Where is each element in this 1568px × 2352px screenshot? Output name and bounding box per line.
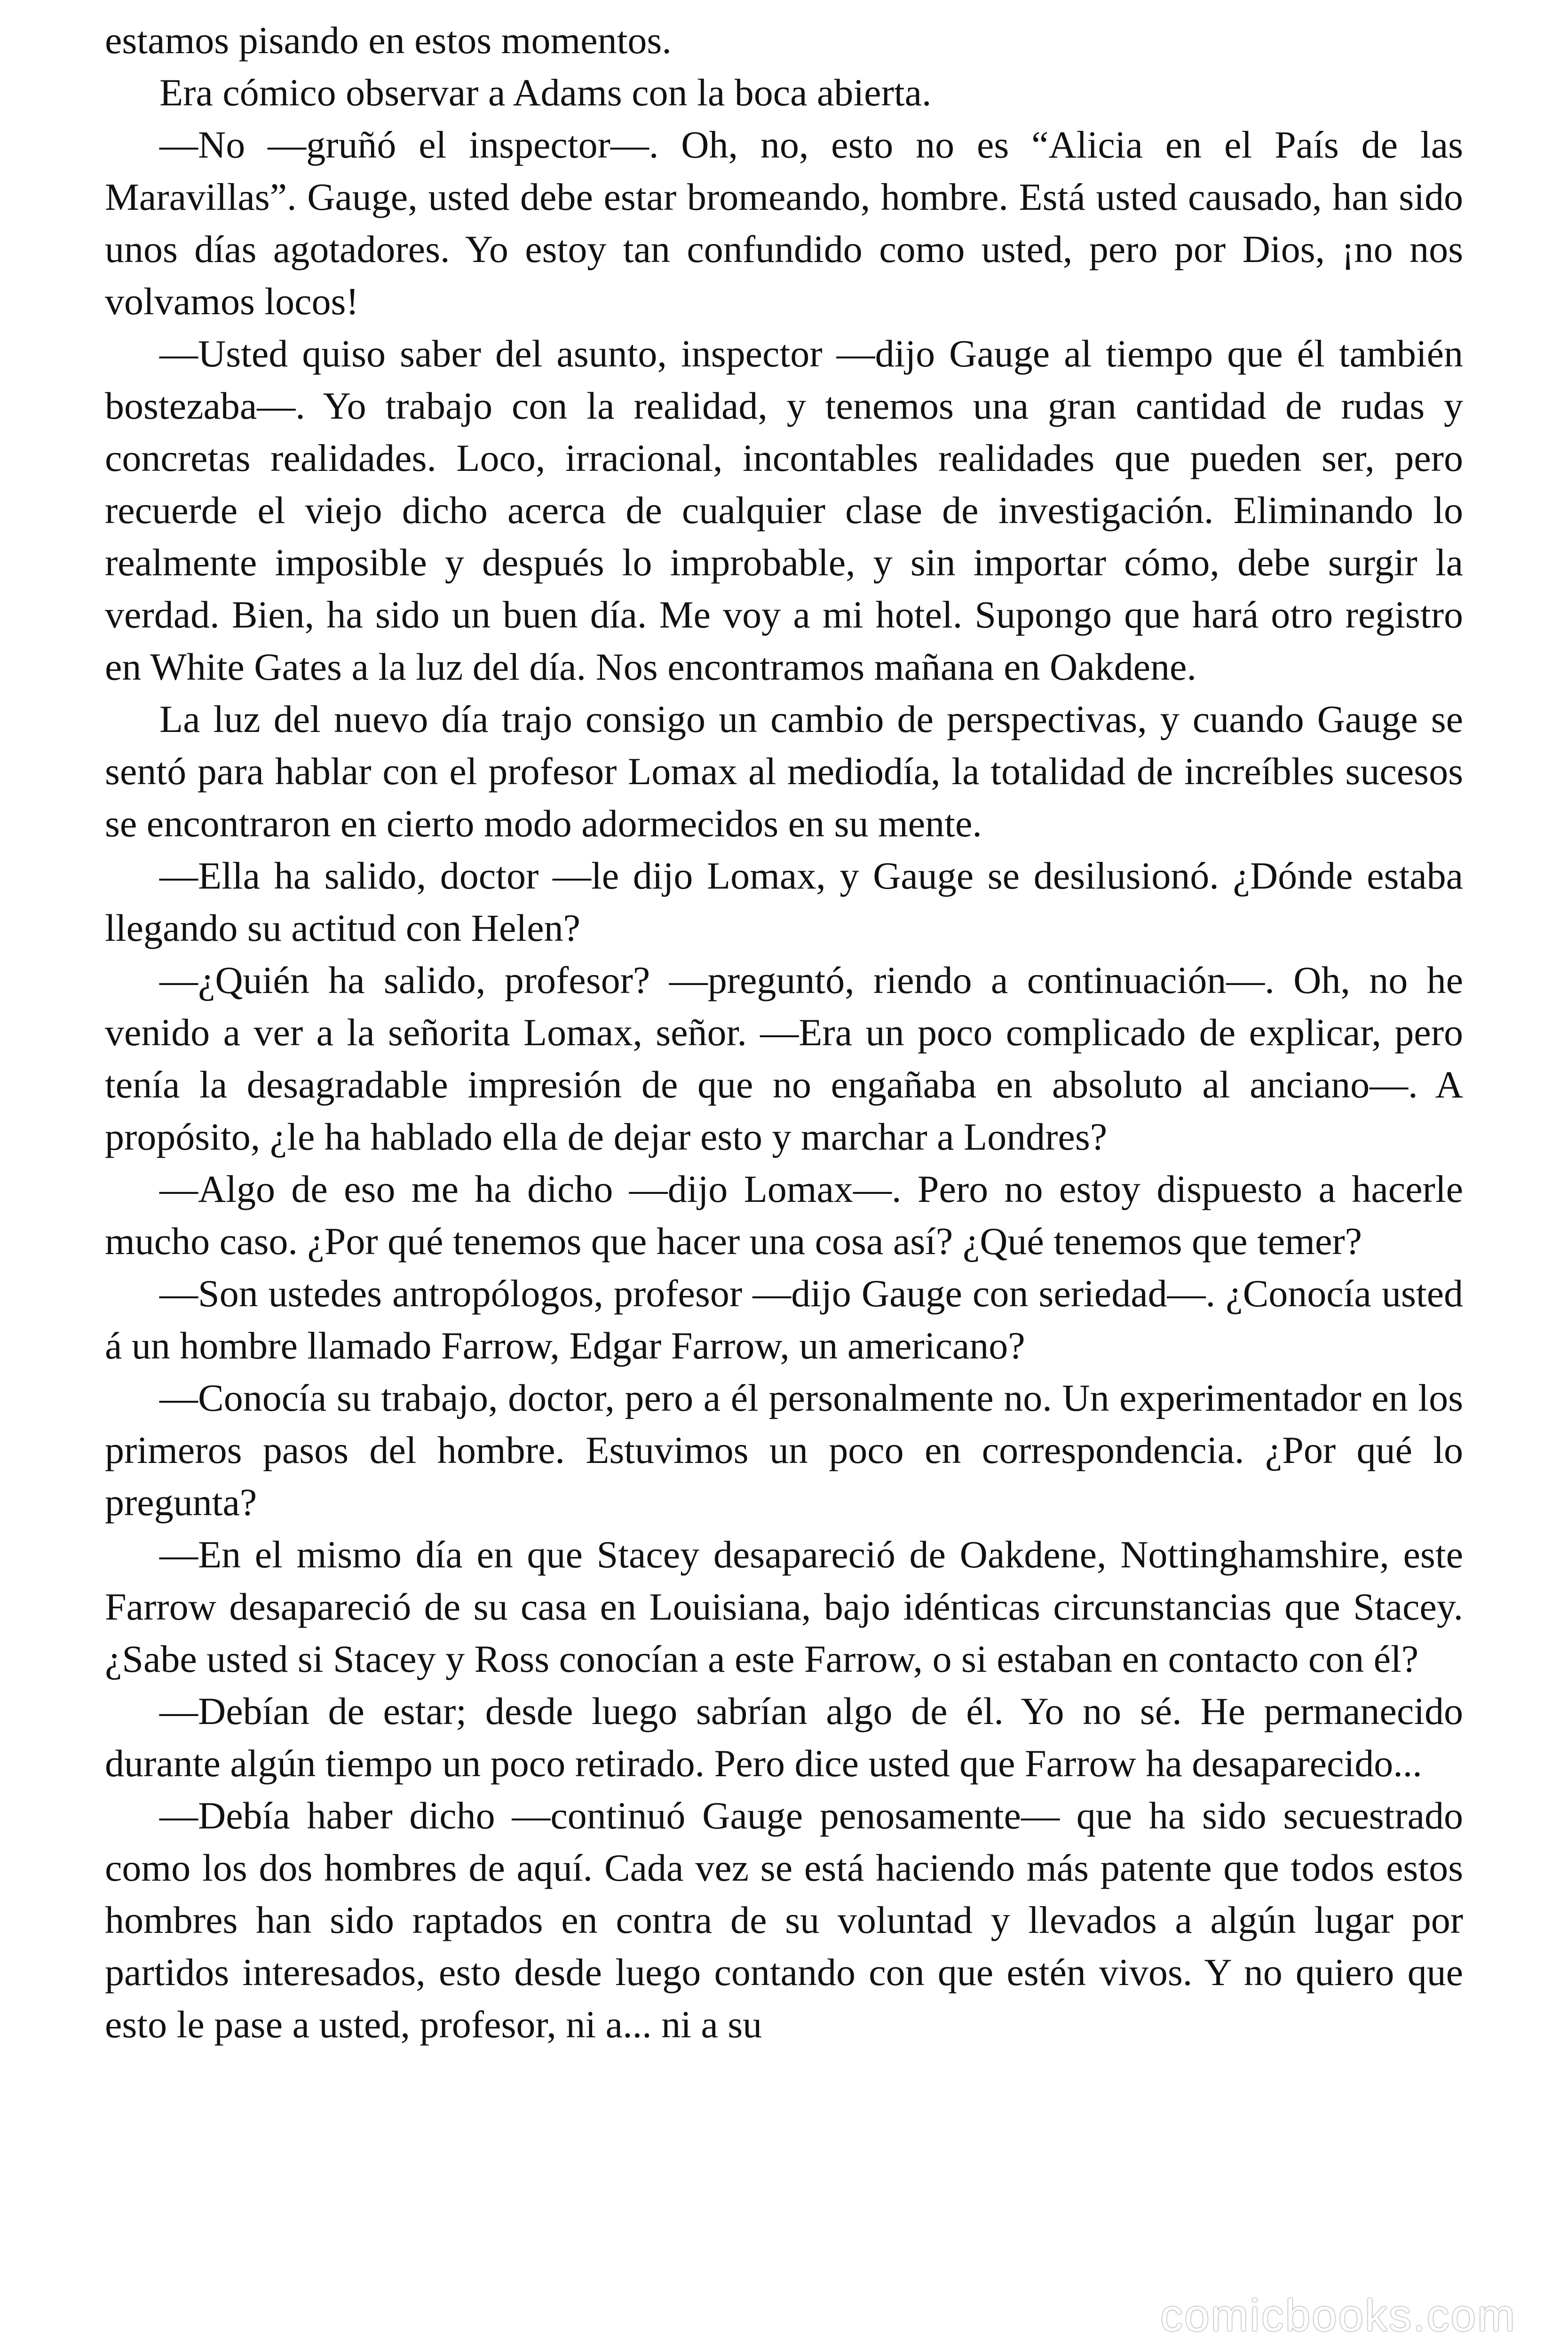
paragraph-10: —Conocía su trabajo, doctor, pero a él personalmente no. Un experimentador en los primeros pasos del hombre. Estuvimos un poco en correspondencia. ¿Por qué lo pregunta?	[105, 1376, 1463, 1524]
paragraph-4: —Usted quiso saber del asunto, inspector —dijo Gauge al tiempo que él también bostezaba—. Yo trabajo con la realidad, y tenemos una gran cantidad de rudas y concretas realidades. Loco, irracional, incontables realidades que pueden ser, pero recuerde el viejo dicho acerca de cualquier clase de investigación. Eliminando lo realmente imposible y después lo improbable, y sin importar cómo, debe surgir la verdad. Bien, ha sido un buen día. Me voy a mi hotel. Supongo que hará otro registro en White Gates a la luz del día. Nos encontramos mañana en Oakdene.	[105, 332, 1463, 688]
paragraph-7: —¿Quién ha salido, profesor? —preguntó, riendo a continuación—. Oh, no he venido a ver a la señorita Lomax, señor. —Era un poco complicado de explicar, pero tenía la desagradable impresión de que no engañaba en absoluto al anciano—. A propósito, ¿le ha hablado ella de dejar esto y marchar a Londres?	[105, 959, 1463, 1158]
paragraph-3: —No —gruñó el inspector—. Oh, no, esto no es “Alicia en el País de las Maravillas”. Gauge, usted debe estar bromeando, hombre. Está usted causado, han sido unos días agotadores. Yo estoy tan confundido como usted, pero por Dios, ¡no nos volvamos locos!	[105, 123, 1463, 323]
paragraph-12: —Debían de estar; desde luego sabrían algo de él. Yo no sé. He permanecido durante algún tiempo un poco retirado. Pero dice usted que Farrow ha desaparecido...	[105, 1690, 1463, 1785]
watermark-text: comicbooks.com	[1160, 2290, 1516, 2341]
paragraph-13: —Debía haber dicho —continuó Gauge penosamente— que ha sido secuestrado como los dos hombres de aquí. Cada vez se está haciendo más patente que todos estos hombres han sido raptados en contra de su voluntad y llevados a algún lugar por partidos interesados, esto desde luego contando con que estén vivos. Y no quiero que esto le pase a usted, profesor, ni a... ni a su	[105, 1794, 1463, 2046]
page-body	[105, 14, 1463, 2050]
paragraph-1: estamos pisando en estos momentos.	[105, 19, 672, 62]
paragraph-8: —Algo de eso me ha dicho —dijo Lomax—. Pero no estoy dispuesto a hacerle mucho caso. ¿Por qué tenemos que hacer una cosa así? ¿Qué tenemos que temer?	[105, 1168, 1463, 1263]
paragraph-2: Era cómico observar a Adams con la boca abierta.	[159, 71, 932, 114]
paragraph-6: —Ella ha salido, doctor —le dijo Lomax, y Gauge se desilusionó. ¿Dónde estaba llegando su actitud con Helen?	[105, 854, 1463, 949]
paragraph-11: —En el mismo día en que Stacey desapareció de Oakdene, Nottinghamshire, este Farrow desapareció de su casa en Louisiana, bajo idénticas circunstancias que Stacey. ¿Sabe usted si Stacey y Ross conocían a este Farrow, o si estaban en contacto con él?	[105, 1533, 1463, 1680]
paragraph-5: La luz del nuevo día trajo consigo un cambio de perspectivas, y cuando Gauge se sentó para hablar con el profesor Lomax al mediodía, la totalidad de increíbles sucesos se encontraron en cierto modo adormecidos en su mente.	[105, 698, 1463, 845]
paragraph-9: —Son ustedes antropólogos, profesor —dijo Gauge con seriedad—. ¿Conocía usted á un hombre llamado Farrow, Edgar Farrow, un americano?	[105, 1272, 1463, 1367]
